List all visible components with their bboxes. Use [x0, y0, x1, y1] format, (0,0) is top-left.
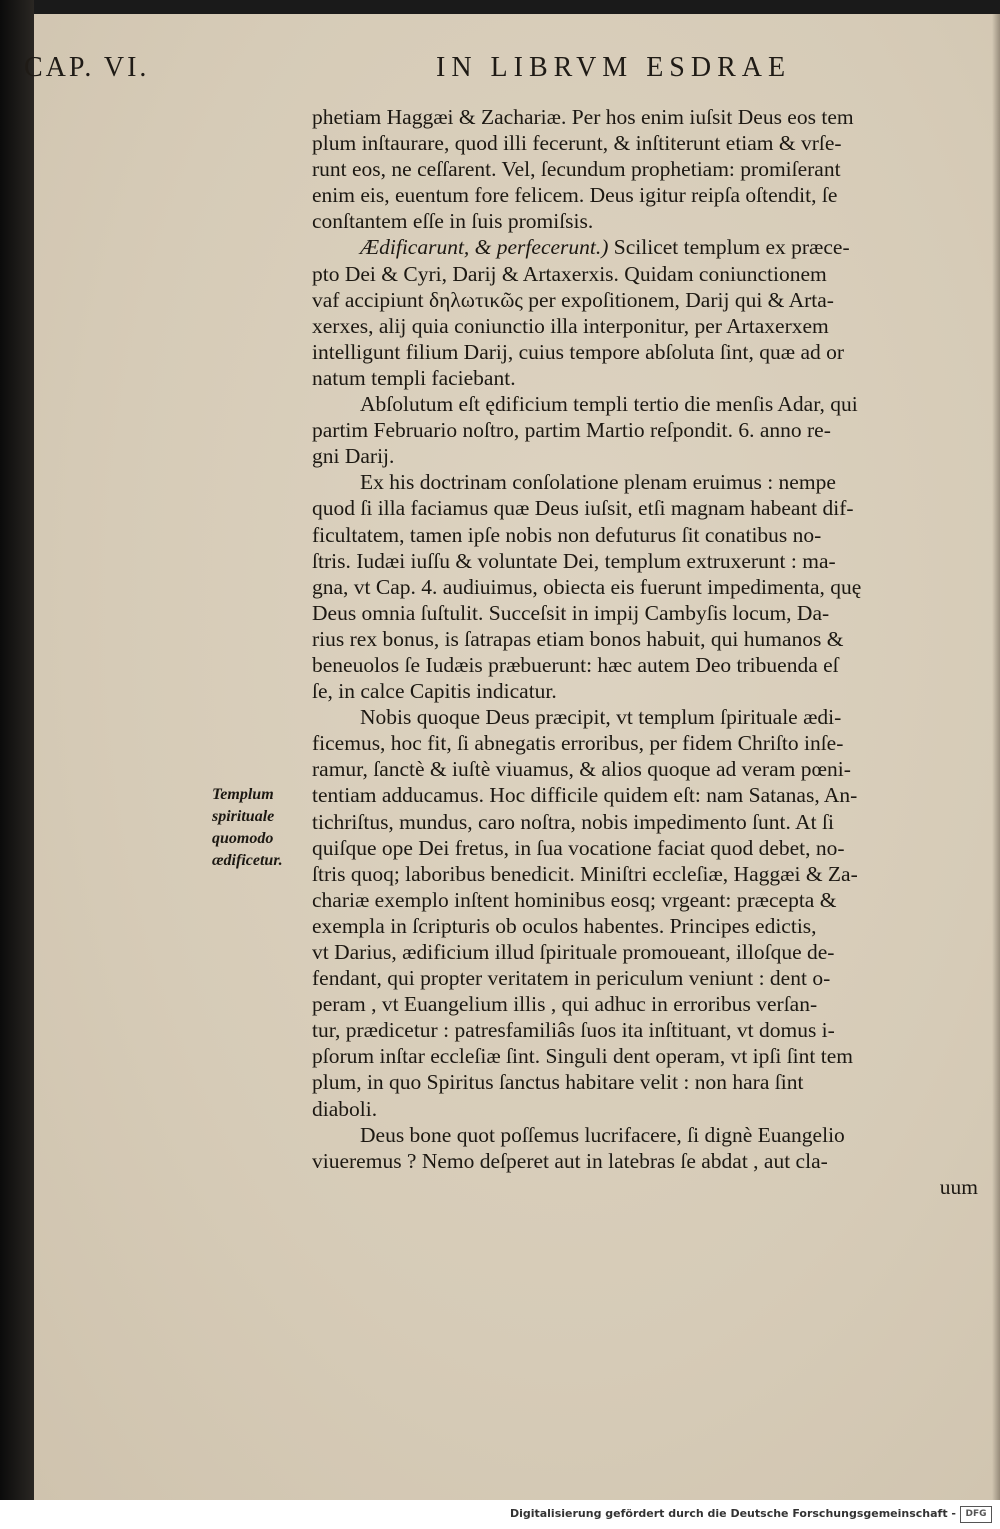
- book-title: IN LIBRVM ESDRAE: [436, 52, 792, 83]
- line-text: peram , vt Euangelium illis , qui adhuc in erroribus verſan-: [312, 992, 818, 1017]
- text-line: [312, 652, 988, 678]
- line-text: quod ſi illa faciamus quæ Deus iuſsit, etſi magnam habeant dif-: [312, 496, 854, 521]
- text-line: [312, 939, 988, 965]
- line-text: phetiam Haggæi & Zachariæ. Per hos enim iuſsit Deus eos tem: [312, 105, 854, 129]
- line-text: tichriſtus, mundus, caro noſtra, nobis impedimento ſunt. At ſi: [312, 809, 834, 834]
- marginal-note-line: ædificetur.: [212, 852, 283, 869]
- text-line: [312, 678, 988, 704]
- text-line: [312, 1043, 988, 1069]
- text-line: [312, 1148, 988, 1174]
- line-text: rius rex bonus, is ſatrapas etiam bonos habuit, qui humanos &: [312, 626, 844, 651]
- text-line: [312, 313, 988, 339]
- text-line: [312, 861, 988, 887]
- line-text: Deus bone quot poſſemus lucrifacere, ſi dignè Euangelio: [360, 1122, 845, 1147]
- text-line: [312, 1069, 988, 1095]
- text-line: [312, 548, 988, 574]
- line-text: plum, in quo Spiritus ſanctus habitare velit : non hara ſint: [312, 1070, 804, 1095]
- text-line: [312, 365, 988, 391]
- text-line: [312, 913, 988, 939]
- footer-bar: [0, 1500, 1000, 1529]
- text-line: [312, 574, 988, 600]
- line-text: Deus omnia ſuſtulit. Succeſsit in impij Cambyſis locum, Da-: [312, 600, 830, 625]
- line-text: viueremus ? Nemo deſperet aut in latebras ſe abdat , aut cla-: [312, 1148, 828, 1173]
- text-line: [312, 1122, 988, 1148]
- text-line: [312, 130, 988, 156]
- line-text: ſe, in calce Capitis indicatur.: [312, 679, 557, 704]
- text-line: [312, 417, 988, 443]
- line-text: chariæ exemplo inſtent hominibus eosq; vrgeant: præcepta &: [312, 887, 837, 912]
- dfg-logo: DFG: [960, 1506, 992, 1523]
- text-line: [312, 182, 988, 208]
- text-line: [312, 443, 988, 469]
- marginal-note: [212, 784, 308, 872]
- text-line: [312, 391, 988, 417]
- text-line: [312, 835, 988, 861]
- funding-notice: Digitalisierung gefördert durch die Deutsche Forschungsgemeinschaft -: [509, 1507, 956, 1520]
- line-text: quiſque ope Dei fretus, in ſua vocatione faciat quod debet, no-: [312, 835, 845, 860]
- page-edge-shadow: [992, 14, 1000, 1500]
- text-line: [312, 704, 988, 730]
- text-line: [312, 809, 988, 835]
- line-text: gni Darij.: [312, 444, 395, 469]
- line-text: ramur, ſanctè & iuſtè viuamus, & alios quoque ad veram pœni-: [312, 757, 851, 782]
- text-line: [312, 1096, 988, 1122]
- line-text: ſtris quoq; laboribus benedicit. Miniſtri eccleſiæ, Haggæi & Za-: [312, 861, 858, 886]
- text-line: [312, 261, 988, 287]
- text-line: [312, 600, 988, 626]
- line-text: intelligunt filium Darij, cuius tempore abſoluta ſint, quæ ad or: [312, 339, 845, 364]
- line-text: pſorum inſtar eccleſiæ ſint. Singuli dent operam, vt ipſi ſint tem: [312, 1044, 853, 1069]
- scan-frame-left: [0, 0, 34, 1500]
- text-line: [312, 495, 988, 521]
- marginal-note-line: Templum: [212, 786, 274, 803]
- text-line: [312, 208, 988, 234]
- line-text: beneuolos ſe Iudæis præbuerunt: hæc autem Deo tribuenda eſ: [312, 652, 839, 677]
- line-text: tur, prædicetur : patresfamiliâs ſuos ita inſtituant, vt domus i-: [312, 1018, 835, 1043]
- line-text: gna, vt Cap. 4. audiuimus, obiecta eis fuerunt impedimenta, quę: [312, 574, 862, 599]
- chapter-label: CAP. VI.: [24, 52, 150, 83]
- text-line: [312, 782, 988, 808]
- line-text: partim Februario noſtro, partim Martio reſpondit. 6. anno re-: [312, 418, 831, 443]
- text-line: [312, 887, 988, 913]
- text-line: [312, 287, 988, 313]
- line-text: conſtantem eſſe in ſuis promiſsis.: [312, 209, 594, 234]
- body-text: [312, 104, 988, 1200]
- line-text: pto Dei & Cyri, Darij & Artaxerxis. Quidam coniunctionem: [312, 261, 827, 286]
- running-head: [24, 52, 974, 92]
- line-text: plum inſtaurare, quod illi fecerunt, & inſtiterunt etiam & vrſe-: [312, 131, 842, 156]
- line-text: runt eos, ne ceſſarent. Vel, ſecundum prophetiam: promiſerant: [312, 157, 841, 182]
- line-text: Ex his doctrinam conſolatione plenam eruimus : nempe: [360, 470, 836, 495]
- line-text: Abſolutum eſt ędificium templi tertio die menſis Adar, qui: [360, 392, 858, 417]
- line-text: diaboli.: [312, 1096, 378, 1121]
- text-line: [312, 991, 988, 1017]
- line-text: fendant, qui propter veritatem in periculum veniunt : dent o-: [312, 966, 831, 991]
- text-line: [312, 965, 988, 991]
- text-line: [312, 339, 988, 365]
- text-line: [312, 730, 988, 756]
- line-text: exempla in ſcripturis ob oculos habentes. Principes edictis,: [312, 913, 817, 938]
- text-line: [312, 626, 988, 652]
- text-line: [312, 104, 988, 130]
- text-line: [312, 234, 988, 260]
- line-text: ficemus, hoc fit, ſi abnegatis erroribus, per fidem Chriſto inſe-: [312, 731, 844, 756]
- line-text: ficultatem, tamen ipſe nobis non defuturus ſit conatibus no-: [312, 522, 822, 547]
- marginal-note-line: quomodo: [212, 830, 274, 847]
- text-line: [312, 1017, 988, 1043]
- marginal-note-line: spirituale: [212, 808, 275, 825]
- line-text: tentiam adducamus. Hoc difficile quidem eſt: nam Satanas, An-: [312, 783, 858, 808]
- lemma-heading: Ædificarunt, & perfecerunt.): [360, 235, 609, 260]
- line-text: enim eis, euentum fore felicem. Deus igitur reipſa oſtendit, ſe: [312, 183, 838, 208]
- catchword: uum: [939, 1174, 978, 1199]
- line-text: Scilicet templum ex præce-: [608, 235, 850, 260]
- line-text: natum templi faciebant.: [312, 365, 516, 390]
- line-text: xerxes, alij quia coniunctio illa interponitur, per Artaxerxem: [312, 313, 829, 338]
- line-text: vt Darius, ædificium illud ſpirituale promoueant, illoſque de-: [312, 940, 835, 964]
- text-line: [312, 756, 988, 782]
- line-text: vaf accipiunt δηλωτικῶς per expoſitionem, Darij qui & Arta-: [312, 287, 834, 312]
- text-line: [312, 522, 988, 548]
- text-line: [312, 469, 988, 495]
- text-line: [312, 156, 988, 182]
- line-text: ſtris. Iudæi iuſſu & voluntate Dei, templum extruxerunt : ma-: [312, 548, 836, 573]
- line-text: Nobis quoque Deus præcipit, vt templum ſpirituale ædi-: [360, 705, 842, 730]
